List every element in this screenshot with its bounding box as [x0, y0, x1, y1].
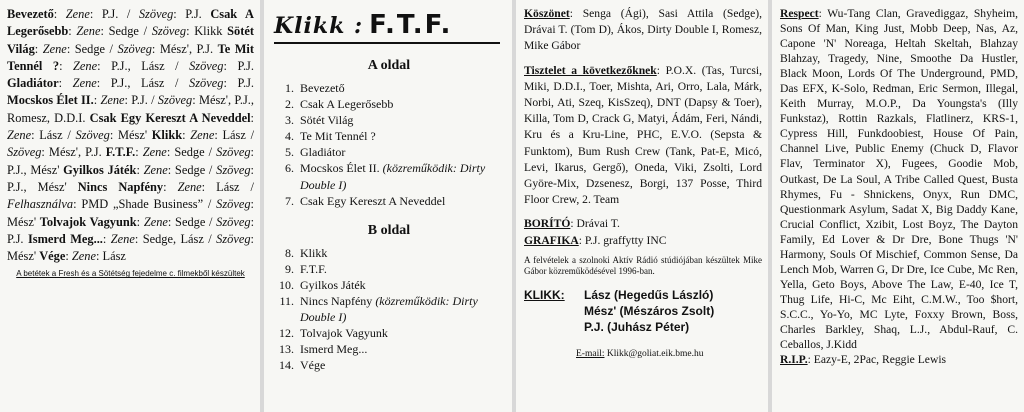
track-row	[274, 261, 504, 277]
thanks-section: Köszönet: Senga (Ági), Sasi Attila (Sedge), Drávai T. (Tom D), Ákos, Dirty Double I, Romesz, Mike Gábor	[524, 7, 762, 53]
track-row	[274, 341, 504, 357]
track-title: Bevezető	[300, 81, 345, 95]
credit-names: Sedge	[74, 41, 106, 56]
members-label: KLIKK:	[524, 287, 565, 302]
track-number: 6.	[285, 161, 294, 176]
credit-names: Lász	[222, 128, 246, 143]
credit-track-title: Bevezető	[7, 7, 54, 21]
credit-track-title: Sötét Világ	[7, 24, 254, 56]
credit-role: Szöveg	[216, 197, 251, 212]
credit-names: Mész'	[118, 128, 148, 143]
credit-names: Lász	[39, 128, 63, 143]
credit-names: Lász	[216, 179, 240, 194]
respect-section: Respect: Wu-Tang Clan, Gravediggaz, Shyheim, Sons Of Man, King Just, Mobb Deep, Nas, Az, Capone 'N' Noreaga, Heltah Skeltah, Blahzay Blahzay, Tragedy, Nine, Smoothe Da Hustler, Black Moon, Lords Of The Underground, PMD, Das EFX, K-Solo, Redman, Eric Sermon, Illegal, Keith Murray, M.O.P., Da Youngsta's (Illy Funkstaz), Rottin Razkals, Flatlinerz, KRS-1, Cypress Hill, Funkdoobiest, House Of Pain, Channel Live, Public Enemy (Chuck D, Flavor Flav, Terminator X), Fugees, Goodie Mob, Outkast, De La Soul, A Tribe Called Quest, Busta Rhymes, Fu - Shnickens, Onyx, Run DMC, Questionmark Asylum, Sadat X, Big Daddy Kane, Crucial Conflict, Xzibit, Lost Boyz, The Dayton Family, Ed Lover & Dr Dre, Bone Thugs 'N' Harmony, Souls Of Mischief, Common Sense, Da Lench Mob, Warren G, Dr Dre, Ice Cube, Mc Ren, Yella, Geto Boys, Above The Law, E-40, Ice T, Thug Life, Hi-C, Mc Eiht, C.M.W., Too $hort, S.C.C., Yo-Yo, MC Lyte, Foxxy Brown, Boss, Charles Barkley, Shaq, L.J., Abdul-Rauf, C. Ceballos, J.Kidd	[780, 7, 1018, 352]
side-b-heading: B oldal	[367, 222, 411, 238]
credit-names: PMD „Shade Business”	[81, 197, 204, 212]
credit-names: P.J.	[185, 7, 202, 21]
graphics-label: GRAFIKA	[524, 233, 579, 247]
track-title: Gladiátor	[300, 145, 346, 160]
track-row	[274, 245, 504, 261]
member-item: Mész' (Mészáros Zsolt)	[584, 303, 715, 318]
track-number: 7.	[285, 193, 294, 208]
track-title: Klikk	[300, 245, 328, 260]
credit-names: P.J., Mész'	[7, 162, 60, 177]
credit-role: Zene	[65, 7, 90, 21]
graphics-text: P.J. graffytty INC	[584, 233, 667, 247]
credit-track-title: Mocskos Élet II.	[7, 93, 94, 108]
email-address[interactable]: Klikk@goliat.eik.bme.hu	[606, 348, 704, 359]
track-title: Ismerd Meg...	[300, 342, 368, 357]
credit-role: Zene	[71, 249, 96, 264]
credit-role: Zene	[42, 41, 67, 56]
credit-track-title: Klikk	[151, 128, 183, 143]
track-title: Mocskos Élet II.	[300, 161, 380, 176]
credit-role: Zene	[143, 162, 168, 177]
track-number: 10.	[279, 277, 294, 292]
credit-names: Mész', P.J., Romesz, D.D.I.	[7, 93, 255, 125]
credit-track-title: Tolvajok Vagyunk	[39, 214, 137, 229]
credit-role: Zene	[110, 231, 135, 246]
respect-text: Wu-Tang Clan, Gravediggaz, Shyheim, Sons Of Man, King Just, Mobb Deep, Nas, Az, Capone 'N' Noreaga, Heltah Skeltah, Blahzay Blahzay, Tragedy, Nine, Smoothe Da Hustler, Black Moon, Lords Of The Underground, PMD, Das EFX, K-Solo, Redman, Eric Sermon, Illegal, Keith Murray, M.O.P., Da Youngsta's (Illy Funkstaz), Rottin Razkals, Flatlinerz, KRS-1, Cypress Hill, Funkdoobiest, House Of Pain, Channel Live, Public Enemy (Chuck D, Flavor Flav, Terminator X), Fugees, Goodie Mob, Outkast, De La Soul, A Tribe Called Quest, Busta Rhymes, Fu - Shnickens, Onyx, Run DMC, Questionmark Asylum, Sadat X, Big Daddy Kane, Crucial Conflict, Xzibit, Lost Boyz, The Dayton Family, Ed Lover & Dr Dre, Bone Thugs 'N' Harmony, Souls Of Mischief, Common Sense, Da Lench Mob, Warren G, Dr Dre, Ice Cube, Mc Ren, Yella, Geto Boys, Above The Law, E-40, Ice T, Thug Life, Hi-C, Mc Eiht, C.M.W., Too $hort, S.C.C., Yo-Yo, MC Lyte, Foxxy Brown, Boss, Charles Barkley, Shaq, L.J., Abdul-Rauf, C. Ceballos, J.Kidd	[780, 7, 1018, 352]
credit-role: Zene	[142, 145, 167, 160]
credit-names: P.J.	[237, 58, 254, 73]
rip-text: Eazy-E, 2Pac, Reggie Lewis	[813, 353, 947, 367]
track-title: Gyilkos Játék	[300, 277, 366, 292]
credit-role: Szöveg	[157, 93, 193, 108]
credit-names: P.J., Mész'	[7, 179, 67, 194]
credit-track-title: Gladiátor	[7, 76, 59, 91]
credit-names: Klikk	[194, 24, 223, 39]
track-number: 3.	[285, 113, 294, 128]
credit-names: P.J.	[101, 7, 119, 21]
track-note: (közreműködik: Dirty Double I)	[300, 161, 486, 192]
cover-credit: BORÍTÓ: Drávai T.	[524, 217, 620, 231]
track-row	[274, 160, 504, 192]
track-title: Csak Egy Kereszt A Neveddel	[300, 193, 446, 208]
title-underline	[274, 42, 500, 44]
track-row	[274, 112, 504, 128]
credit-track-title: Csak Egy Kereszt A Neveddel	[89, 110, 251, 125]
credit-track-title: Te Mit Tennél ?	[7, 41, 255, 73]
title-album: F.T.F.	[369, 10, 453, 40]
credit-names: P.J.	[237, 76, 255, 91]
track-row	[274, 293, 504, 325]
credits-list: Bevezető: Zene: P.J. / Szöveg: P.J. Csak A Legerősebb: Zene: Sedge / Szöveg: Klikk Sötét Világ: Zene: Sedge / Szöveg: Mész', P.J. Te Mit Tennél ?: Zene: P.J., Lász / Szöveg: P.J. Gladiátor: Zene: P.J., Lász / Szöveg: P.J. Mocskos Élet II.: Zene: P.J. / Szöveg: Mész', P.J., Romesz, D.D.I. Csak Egy Kereszt A Neveddel: Zene: Lász / Szöveg: Mész' Klikk: Zene: Lász / Szöveg: Mész', P.J. F.T.F.: Zene: Sedge / Szöveg: P.J., Mész' Gyilkos Játék: Zene: Sedge / Szöveg: P.J., Mész' Nincs Napfény: Zene: Lász / Felhasználva: PMD „Shade Business” / Szöveg: Mész' Tolvajok Vagyunk: Zene: Sedge / Szöveg: P.J. Ismerd Meg...: Zene: Sedge, Lász / Szöveg: Mész' Vége: Zene: Lász	[7, 7, 255, 264]
credit-role: Szöveg	[151, 24, 187, 39]
credit-role: Szöveg	[189, 58, 224, 73]
track-title: Sötét Világ	[300, 113, 354, 128]
album-title	[274, 10, 504, 40]
track-row	[274, 128, 504, 144]
track-row	[274, 80, 504, 96]
credit-track-title: Vége	[39, 249, 66, 264]
credit-track-title: Gyilkos Játék	[63, 162, 137, 177]
track-row	[274, 96, 504, 112]
track-title: Vége	[300, 358, 326, 373]
track-row	[274, 277, 504, 293]
track-title: Te Mit Tennél ?	[300, 129, 376, 144]
credit-role: Szöveg	[216, 231, 251, 246]
credit-role: Szöveg	[7, 145, 42, 160]
track-number: 1.	[285, 81, 294, 95]
credit-names: P.J., Lász	[110, 76, 165, 91]
respect-label: Respect	[780, 7, 819, 20]
track-number: 14.	[279, 358, 294, 373]
credit-names: Mész'	[7, 214, 37, 229]
credit-names: Mész', P.J.	[48, 145, 102, 160]
credit-role: Felhasználva	[7, 197, 74, 212]
track-number: 4.	[285, 129, 294, 144]
side-a-tracklist	[274, 80, 504, 209]
track-row	[274, 325, 504, 341]
credit-role: Szöveg	[75, 128, 110, 143]
member-item: Lász (Hegedűs László)	[584, 287, 714, 302]
track-title: Tolvajok Vagyunk	[300, 326, 388, 341]
respect-local-label: Tisztelet a következőknek	[524, 63, 657, 77]
graphics-credit: GRAFIKA: P.J. graffytty INC	[524, 233, 667, 247]
track-note: (közreműködik: Dirty Double I)	[300, 294, 478, 325]
side-b-tracklist	[274, 245, 504, 374]
credit-track-title: F.T.F.	[105, 145, 136, 160]
tracklist-panel	[264, 0, 512, 412]
credit-names: Sedge	[174, 162, 206, 177]
track-row	[274, 144, 504, 160]
credits-panel	[0, 0, 260, 412]
email-line	[524, 349, 762, 359]
track-row	[274, 193, 504, 209]
track-title: Nincs Napfény	[300, 294, 373, 309]
respect-panel	[772, 0, 1024, 412]
track-title: Csak A Legerősebb	[300, 97, 394, 112]
track-row	[274, 357, 504, 373]
thanks-label: Köszönet	[524, 7, 570, 20]
credit-role: Szöveg	[216, 145, 251, 160]
credit-names: P.J., Lász	[111, 58, 165, 73]
credit-names: P.J.	[131, 93, 148, 108]
thanks-panel	[516, 0, 768, 412]
rip-section: R.I.P.: Eazy-E, 2Pac, Reggie Lewis	[780, 353, 947, 367]
credit-names: Sedge	[174, 145, 205, 160]
email-label: E-mail:	[576, 348, 605, 359]
credit-role: Zene	[177, 179, 202, 194]
thanks-text: Senga (Ági), Sasi Attila (Sedge), Drávai T. (Tom D), Ákos, Dirty Double I, Romesz, Mike Gábor	[524, 7, 762, 53]
cover-text: Drávai T.	[576, 217, 620, 231]
studio-note: A felvételek a szolnoki Aktív Rádió stúdiójában készültek Mike Gábor közreműködésével 1996-ban.	[524, 254, 762, 276]
cover-label: BORÍTÓ	[524, 217, 571, 231]
track-number: 2.	[285, 97, 294, 112]
credit-names: P.J.	[7, 231, 24, 246]
credit-role: Zene	[76, 24, 101, 39]
credit-track-title: Nincs Napfény	[77, 179, 164, 194]
member-item: P.J. (Juhász Péter)	[584, 319, 690, 334]
credit-role: Szöveg	[138, 7, 174, 21]
credit-role: Zene	[7, 128, 32, 143]
credit-names: Lász	[102, 249, 126, 264]
track-number: 11.	[279, 294, 294, 309]
credit-role: Zene	[73, 58, 98, 73]
credit-track-title: Ismerd Meg...	[27, 231, 103, 246]
track-number: 8.	[285, 245, 294, 260]
credit-names: Sedge	[175, 214, 206, 229]
track-title: F.T.F.	[300, 261, 327, 276]
credit-names: Mész', P.J.	[159, 41, 214, 56]
track-number: 9.	[285, 261, 294, 276]
footnote: A betétek a Fresh és a Sötétség fejedelme c. filmekből készültek	[16, 269, 245, 279]
respect-local-text: P.O.X. (Tas, Turcsi, Miki, D.D.I., Toer, Mishta, Ari, Orro, Lala, Márk, Norbi, Ati, Szeq, KisSzeq), DNT (Dapsy & Toer), Killa, Tom D, Crack G, Matyi, Ádám, Feri, Nándi, Kru és a Kru-Line, PHC, E.V.O. (Sepsta & Funktom), Bum Rush Crew (Tank, Pat-E, Micó, Levi, Ikarus, Gergő), Oneda, Viki, Zsolti, Lord Györe-Mix, Dzsenesz, Borgi, 137 Posse, Third Floor Crew, 2. Team	[524, 63, 762, 207]
members-block	[524, 287, 762, 335]
track-number: 5.	[285, 145, 294, 160]
credit-names: Sedge, Lász	[142, 231, 204, 246]
credit-role: Szöveg	[117, 41, 152, 56]
credit-names: Mész'	[7, 249, 37, 264]
side-a-heading: A oldal	[367, 58, 411, 73]
credit-role: Zene	[143, 214, 168, 229]
title-artist: Klikk :	[274, 13, 364, 39]
credit-role: Zene	[100, 93, 125, 108]
credit-role: Zene	[190, 128, 215, 143]
track-number: 12.	[279, 326, 294, 341]
credit-track-title: Csak A Legerősebb	[7, 7, 254, 39]
credit-role: Szöveg	[216, 214, 251, 229]
credit-role: Zene	[72, 76, 97, 91]
track-number: 13.	[279, 342, 294, 357]
credit-role: Szöveg	[189, 76, 224, 91]
rip-label: R.I.P.	[780, 353, 808, 367]
credit-role: Szöveg	[216, 162, 251, 177]
credit-names: Sedge	[108, 24, 139, 39]
respect-local-section: Tisztelet a következőknek: P.O.X. (Tas, Turcsi, Miki, D.D.I., Toer, Mishta, Ari, Orro, Lala, Márk, Norbi, Ati, Szeq, KisSzeq), DNT (Dapsy & Toer), Killa, Tom D, Crack G, Matyi, Ádám, Feri, Nándi, Kru és a Kru-Line, PHC, E.V.O. (Sepsta & Funktom), Bum Rush Crew (Tank, Pat-E, Micó, Levi, Ikarus, Gergő), Oneda, Viki, Zsolti, Lord Györe-Mix, Dzsenesz, Borgi, 137 Posse, Third Floor Crew, 2. Team	[524, 63, 762, 207]
